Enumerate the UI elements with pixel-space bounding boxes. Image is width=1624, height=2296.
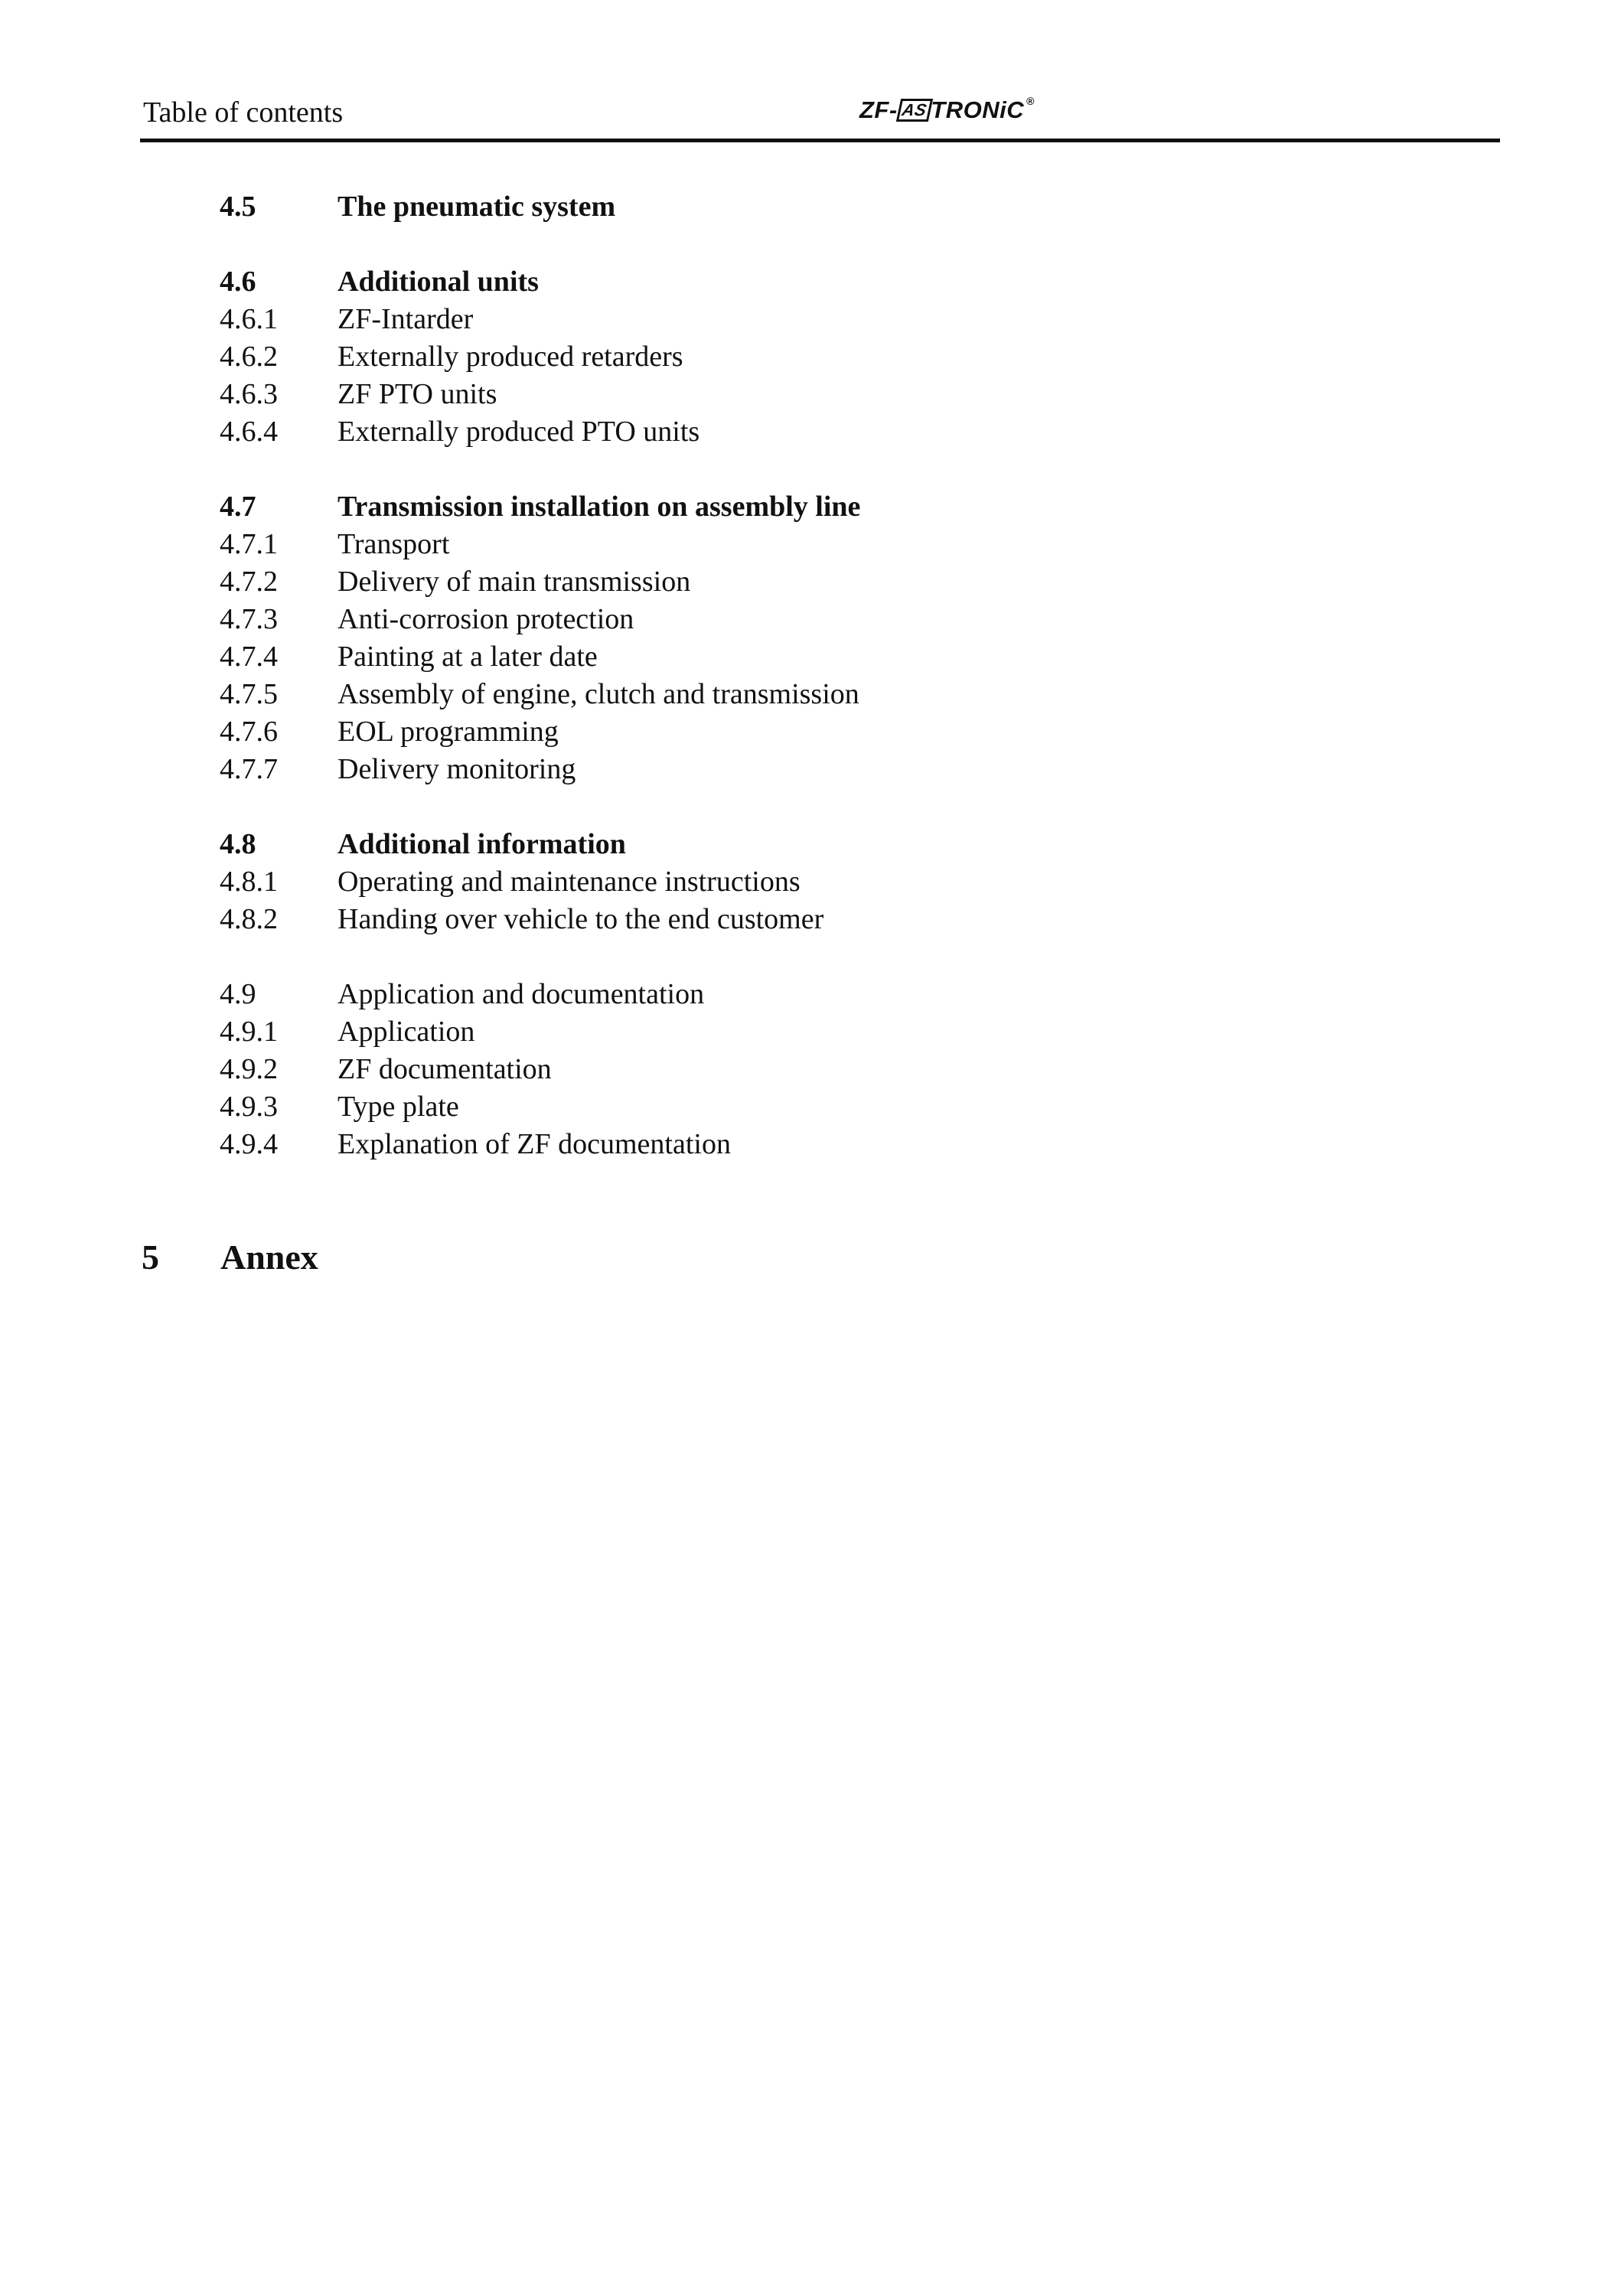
toc-entry-number: 4.5 <box>220 190 256 223</box>
toc-entry[interactable] <box>220 600 1368 638</box>
toc-entry-number: 4.7 <box>220 490 256 523</box>
toc-entry-title: ZF documentation <box>338 1052 552 1085</box>
toc-entry-title: Assembly of engine, clutch and transmission <box>338 677 859 710</box>
toc-entry-number: 4.6.4 <box>220 415 278 448</box>
toc-entry[interactable] <box>220 900 1368 938</box>
toc-entry-number: 4.6.3 <box>220 377 278 410</box>
toc-entry-number: 4.7.7 <box>220 752 278 785</box>
toc-entry-title: Type plate <box>338 1090 459 1123</box>
logo-text-right: TRONiC <box>931 96 1025 123</box>
toc-entry[interactable] <box>220 713 1368 750</box>
toc-entry-title: Handing over vehicle to the end customer <box>338 902 824 935</box>
toc-entry-title: ZF PTO units <box>338 377 497 410</box>
toc-entry-title: The pneumatic system <box>338 190 616 223</box>
toc-chapter-number: 5 <box>142 1237 159 1277</box>
logo-box-mark: AS <box>896 99 933 122</box>
toc-entry[interactable] <box>220 188 1368 225</box>
toc-entry[interactable] <box>220 300 1368 338</box>
toc-entry[interactable] <box>220 1050 1368 1088</box>
toc-entry-title: Application <box>338 1015 475 1048</box>
toc-chapter-title: Annex <box>220 1237 318 1277</box>
toc-entry-title: Additional information <box>338 827 626 860</box>
toc-entry[interactable] <box>220 825 1368 863</box>
toc-entry-number: 4.8.2 <box>220 902 278 935</box>
header-title: Table of contents <box>143 96 344 129</box>
toc-entry[interactable] <box>220 750 1368 788</box>
toc-entry-number: 4.9.1 <box>220 1015 278 1048</box>
toc-entry[interactable] <box>220 525 1368 563</box>
toc-entry[interactable] <box>220 675 1368 713</box>
toc-entry-number: 4.9 <box>220 977 256 1010</box>
zf-astronic-logo <box>859 92 1035 129</box>
toc-entry-number: 4.8.1 <box>220 865 278 898</box>
registered-icon: ® <box>1026 95 1035 107</box>
toc-entry-title: Explanation of ZF documentation <box>338 1127 731 1160</box>
toc-entry[interactable] <box>220 638 1368 675</box>
toc-entry-number: 4.8 <box>220 827 256 860</box>
toc-entry[interactable] <box>220 975 1368 1013</box>
toc-section-group <box>220 188 1368 225</box>
toc-entry[interactable] <box>220 1088 1368 1125</box>
toc-entry-number: 4.9.2 <box>220 1052 278 1085</box>
toc-entry-number: 4.7.4 <box>220 640 278 673</box>
toc-entry[interactable] <box>220 413 1368 450</box>
toc-entry[interactable] <box>220 863 1368 900</box>
toc-entry-title: Application and documentation <box>338 977 705 1010</box>
toc-entry-title: Painting at a later date <box>338 640 598 673</box>
toc-chapter-5[interactable] <box>142 1234 318 1280</box>
logo-text-left: ZF- <box>859 96 898 123</box>
toc-entry-number: 4.9.4 <box>220 1127 278 1160</box>
toc-entry-title: Delivery of main transmission <box>338 565 691 598</box>
toc-entry[interactable] <box>220 1125 1368 1163</box>
toc-entry-title: Transmission installation on assembly line <box>338 490 861 523</box>
toc-entry-number: 4.6.2 <box>220 340 278 373</box>
toc-entry-title: Delivery monitoring <box>338 752 576 785</box>
toc-entry[interactable] <box>220 488 1368 525</box>
toc-section-group <box>220 825 1368 938</box>
toc-entry-title: Externally produced PTO units <box>338 415 700 448</box>
toc-entry-title: Externally produced retarders <box>338 340 683 373</box>
toc-entry-title: Operating and maintenance instructions <box>338 865 801 898</box>
toc-section-group <box>220 488 1368 788</box>
toc-section-group <box>220 975 1368 1163</box>
table-of-contents <box>220 188 1368 1200</box>
toc-entry-number: 4.7.3 <box>220 602 278 635</box>
toc-entry-number: 4.6 <box>220 265 256 298</box>
toc-entry-title: ZF-Intarder <box>338 302 474 335</box>
toc-entry[interactable] <box>220 375 1368 413</box>
toc-entry-number: 4.7.1 <box>220 527 278 560</box>
toc-entry-number: 4.9.3 <box>220 1090 278 1123</box>
toc-entry-title: EOL programming <box>338 715 559 748</box>
toc-entry[interactable] <box>220 1013 1368 1050</box>
toc-entry[interactable] <box>220 563 1368 600</box>
toc-section-group <box>220 263 1368 450</box>
toc-entry-number: 4.6.1 <box>220 302 278 335</box>
toc-entry-number: 4.7.2 <box>220 565 278 598</box>
toc-entry-number: 4.7.6 <box>220 715 278 748</box>
toc-entry-title: Anti-corrosion protection <box>338 602 634 635</box>
toc-entry-title: Transport <box>338 527 450 560</box>
toc-entry-number: 4.7.5 <box>220 677 278 710</box>
toc-entry[interactable] <box>220 338 1368 375</box>
page-header <box>140 89 1500 142</box>
toc-entry[interactable] <box>220 263 1368 300</box>
toc-entry-title: Additional units <box>338 265 539 298</box>
